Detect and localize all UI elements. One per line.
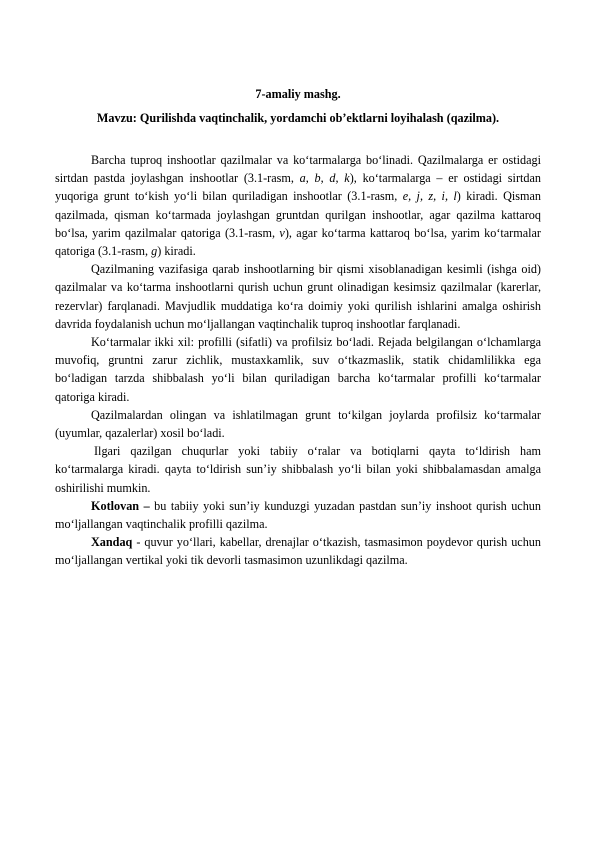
text-run: Ilgari qazilgan chuqurlar yoki tabiiy o‘ralar va botiqlarni qayta to‘ldirish ham ko‘tarmalarga kiradi. qayta to‘ldirish sun’iy shibbalash yo‘li bilan yoki shibbalamasdan amalga oshirilishi mumkin. (55, 444, 541, 495)
body-paragraph (55, 406, 541, 442)
document-body (55, 151, 541, 570)
term-label: Kotlovan – (91, 498, 150, 513)
text-run: Barcha tuproq inshootlar qazilmalar va ko‘tarmalarga bo‘linadi. Qazilmalarga er ostidagi sirtdan pastda joylashgan inshootlar (3.1-rasm, (55, 153, 541, 186)
text-run: ), ko‘tarmalarga – er ostidagi sirtdan yuqoriga grunt to‘kish yo‘li bilan quriladigan inshootlar (3.1-rasm, (55, 171, 541, 204)
term-label: Xandaq (91, 535, 133, 550)
text-run: v (279, 225, 285, 240)
text-run: g (151, 244, 158, 259)
body-paragraph (55, 442, 541, 497)
document-title: 7-amaliy mashg. (255, 87, 341, 101)
text-run: a, b, d, k (299, 171, 350, 186)
body-paragraph (55, 333, 541, 406)
text-run: bu tabiiy yoki sun’iy kunduzgi yuzadan pastdan sun’iy inshoot qurish uchun mo‘ljallangan vaqtinchalik profilli qazilma. (55, 498, 541, 532)
text-run: Qazilmalardan olingan va ishlatilmagan grunt to‘kilgan joylarda profilsiz ko‘tarmalar (uyumlar, qazalerlar) xosil bo‘ladi. (55, 407, 541, 441)
body-paragraph (55, 151, 541, 260)
body-paragraph (55, 497, 541, 533)
text-run: Ko‘tarmalar ikki xil: profilli (sifatli) va profilsiz bo‘ladi. Rejada belgilangan o‘lchamlarga muvofiq, gruntni zarur zichlik, mustaxkamlik, suv o‘tkazmaslik, statik chidamlilikka ega bo‘ladigan tarzda shibbalash yo‘li bilan quriladigan barcha ko‘tarmalar profilli ko‘tarmalar qatoriga kiradi. (55, 335, 541, 404)
text-run: ) kiradi. Qisman qazilmada, qisman ko‘tarmada joylashgan gruntdan qurilgan inshootlar, agar qazilma kattaroq bo‘lsa, yarim qazilmalar qatoriga (3.1-rasm, (55, 189, 541, 240)
text-run: e, j, z, i, l (402, 189, 457, 204)
text-run: Qazilmaning vazifasiga qarab inshootlarning bir qismi xisoblanadigan kesimli (ishga oid) qazilmalar va ko‘tarma inshootlarni qurish uchun grunt olinadigan kesimsiz qazilmalar (karerlar, rezervlar) farqlanadi. Mavjudlik muddatiga ko‘ra doimiy yoki qurilish ishlarini amalga oshirish davrida foydalanish uchun mo‘ljallangan vaqtinchalik tuproq inshootlar farqlanadi. (55, 262, 541, 331)
text-run: - quvur yo‘llari, kabellar, drenajlar o‘tkazish, tasmasimon poydevor qurish uchun mo‘ljallangan vertikal yoki tik devorli tasmasimon uzunlikdagi qazilma. (55, 535, 541, 568)
body-paragraph (55, 260, 541, 333)
document-topic: Mavzu: Qurilishda vaqtinchalik, yordamchi ob’ektlarni loyihalash (qazilma). (96, 111, 500, 125)
text-run: ) kiradi. (157, 244, 196, 259)
text-run: ), agar ko‘tarma kattaroq bo‘lsa, yarim ko‘tarmalar qatoriga (3.1-rasm, (55, 225, 541, 259)
body-paragraph (55, 533, 541, 569)
